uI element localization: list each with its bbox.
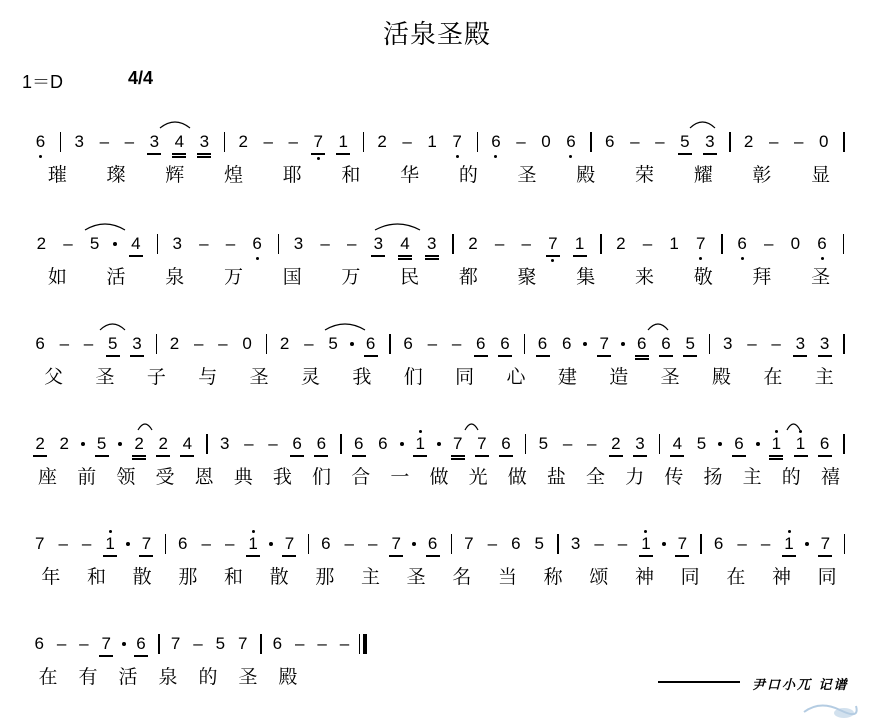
note: 7 [170, 634, 181, 653]
lyric-char: 神 [771, 566, 791, 588]
lyric-char: 同 [680, 566, 700, 588]
lyric-char: 聚 [517, 266, 537, 288]
note: 6 [500, 334, 510, 353]
note: – [594, 534, 604, 553]
lyric-char: 名 [452, 566, 472, 588]
lyric-char: 辉 [165, 164, 185, 186]
note: 1 [248, 534, 258, 553]
note: 0 [242, 334, 252, 353]
note: 3 [819, 334, 830, 353]
note: 1 [574, 234, 585, 253]
note: 7 [141, 534, 152, 553]
lyric-char: 集 [576, 266, 596, 288]
lyric-char: 那 [178, 566, 198, 588]
note: – [427, 334, 438, 353]
note: 7 [284, 534, 295, 553]
note: 6 [511, 534, 521, 553]
lyric-char: 与 [198, 366, 218, 388]
note: 4 [672, 434, 683, 453]
time-signature: 4/4 [128, 68, 154, 88]
note: 4 [131, 234, 141, 253]
note: – [199, 234, 209, 253]
lyric-char: 圣 [811, 266, 831, 288]
note: 6 [178, 534, 188, 553]
lyric-char: 传 [664, 466, 684, 488]
lyric-char: 典 [233, 466, 253, 488]
lyric-char: 殿 [576, 164, 596, 186]
song-title: 活泉圣殿 [382, 20, 491, 50]
note: – [59, 334, 70, 353]
lyric-char: 在 [726, 566, 746, 588]
note: 2 [468, 234, 478, 253]
note: 3 [220, 434, 230, 453]
lyric-char: 造 [609, 366, 629, 388]
note: – [494, 234, 505, 253]
lyric-char: 合 [351, 466, 371, 488]
note: 7 [391, 534, 401, 553]
lyric-char: 国 [282, 266, 302, 288]
lyric-char: 泉 [158, 666, 178, 688]
note: – [368, 534, 378, 553]
note: – [562, 434, 573, 453]
note: – [288, 132, 298, 151]
note: – [521, 234, 531, 253]
note: 6 [378, 434, 388, 453]
note: 1 [784, 534, 794, 553]
note: 7 [599, 334, 609, 353]
note: – [63, 234, 73, 253]
note: – [193, 334, 204, 353]
watermark-logo-icon [800, 696, 858, 720]
note: – [81, 534, 92, 553]
note: 6 [316, 434, 327, 453]
lyric-char: 受 [155, 466, 175, 488]
note: 2 [169, 334, 180, 353]
note: 6 [737, 234, 747, 253]
note: 3 [149, 132, 160, 151]
note: 7 [477, 434, 487, 453]
note: 7 [452, 132, 462, 151]
note: 7 [101, 634, 112, 653]
lyric-char: 一 [390, 466, 410, 488]
note: 6 [403, 334, 413, 353]
lyric-char: 都 [458, 266, 478, 288]
note: 5 [328, 334, 338, 353]
note: 6 [252, 234, 262, 253]
note: 6 [136, 634, 146, 653]
note: 1 [641, 534, 651, 553]
note: 5 [538, 434, 549, 453]
lyric-char: 显 [811, 164, 831, 186]
note: 5 [108, 334, 118, 353]
note: 6 [427, 534, 438, 553]
note: – [737, 534, 747, 553]
note: 6 [353, 434, 364, 453]
lyric-char: 同 [817, 566, 837, 588]
lyric-char: 活 [118, 666, 138, 688]
note: – [655, 132, 665, 151]
note: – [451, 334, 462, 353]
note: 7 [313, 132, 323, 151]
lyric-char: 泉 [165, 266, 185, 288]
note: 3 [426, 234, 437, 253]
note: 7 [820, 534, 831, 553]
note: 1 [415, 434, 426, 453]
note: – [193, 634, 203, 653]
note: – [771, 334, 781, 353]
lyric-char: 圣 [95, 366, 115, 388]
note: 5 [696, 434, 707, 453]
slur [160, 122, 190, 128]
note: – [263, 132, 273, 151]
note: 6 [365, 334, 376, 353]
note: 2 [59, 434, 69, 453]
note: 7 [452, 434, 463, 453]
lyric-char: 华 [400, 164, 420, 186]
slur [100, 324, 125, 330]
note: – [793, 132, 804, 151]
lyric-char: 荣 [634, 164, 654, 186]
lyric-char: 散 [269, 566, 289, 588]
lyric-char: 有 [78, 666, 98, 688]
note: – [225, 234, 236, 253]
note: 5 [685, 334, 695, 353]
lyric-char: 万 [341, 266, 361, 288]
note: 6 [272, 634, 283, 653]
lyric-char: 在 [763, 366, 783, 388]
lyric-char: 的 [781, 466, 801, 488]
note: 7 [464, 534, 474, 553]
lyric-char: 我 [272, 466, 292, 488]
note: – [339, 634, 350, 653]
note: 1 [669, 234, 679, 253]
lyric-char: 和 [223, 566, 243, 588]
note: – [56, 634, 67, 653]
lyric-char: 民 [400, 266, 420, 288]
note: 2 [35, 434, 45, 453]
note: – [83, 334, 94, 353]
lyric-char: 万 [223, 266, 243, 288]
note: 2 [611, 434, 621, 453]
note: – [244, 434, 254, 453]
slur [375, 224, 420, 230]
note: – [402, 132, 412, 151]
note: 7 [696, 234, 706, 253]
note: – [630, 132, 640, 151]
note: – [317, 634, 327, 653]
lyric-char: 圣 [660, 366, 680, 388]
note: – [760, 534, 771, 553]
lyric-char: 璨 [106, 164, 126, 186]
lyric-char: 年 [41, 566, 61, 588]
lyric-char: 如 [47, 266, 67, 288]
lyric-char: 拜 [752, 266, 772, 288]
lyric-char: 禧 [820, 466, 840, 488]
note: – [218, 334, 228, 353]
lyric-char: 耀 [693, 164, 713, 186]
note: – [586, 434, 597, 453]
note: – [487, 534, 498, 553]
note: – [617, 534, 628, 553]
lyric-char: 煌 [223, 164, 243, 186]
note: 6 [566, 132, 576, 151]
note: – [642, 234, 653, 253]
note: 6 [734, 434, 744, 453]
lyric-char: 我 [352, 366, 372, 388]
credit-rule [658, 681, 740, 683]
lyric-char: 领 [116, 466, 136, 488]
note: – [320, 234, 330, 253]
slur [690, 122, 715, 128]
lyric-char: 主 [742, 466, 762, 488]
note: 1 [105, 534, 115, 553]
lyric-char: 父 [44, 366, 64, 388]
note: 3 [293, 234, 304, 253]
note: 6 [34, 634, 44, 653]
note: – [516, 132, 526, 151]
note: – [747, 334, 757, 353]
note: 0 [818, 132, 829, 151]
lyric-char: 做 [429, 466, 449, 488]
slur [648, 324, 668, 330]
lyric-char: 圣 [517, 164, 537, 186]
note: 1 [771, 434, 782, 453]
lyric-char: 和 [86, 566, 106, 588]
lyric-char: 耶 [282, 164, 302, 186]
lyric-char: 来 [634, 266, 654, 288]
lyric-char: 殿 [278, 666, 298, 688]
note: 6 [537, 334, 548, 353]
note: 2 [158, 434, 168, 453]
lyric-char: 子 [146, 366, 166, 388]
note: – [268, 434, 278, 453]
note: 7 [34, 534, 45, 553]
lyric-char: 的 [458, 164, 478, 186]
lyric-char: 和 [341, 164, 361, 186]
slur [787, 424, 800, 430]
note: 0 [790, 234, 801, 253]
note: – [763, 234, 774, 253]
note: 1 [427, 132, 437, 151]
lyric-char: 活 [106, 266, 126, 288]
lyric-char: 当 [497, 566, 517, 588]
lyric-char: 彰 [752, 164, 772, 186]
key-signature: 1＝D [22, 72, 64, 92]
note: 0 [541, 132, 551, 151]
note: 2 [238, 132, 248, 151]
note: 3 [722, 334, 733, 353]
note: 6 [819, 434, 830, 453]
lyric-char: 在 [38, 666, 58, 688]
note: – [304, 334, 314, 353]
lyric-char: 建 [557, 366, 577, 388]
note: 5 [534, 534, 544, 553]
note: 6 [501, 434, 511, 453]
lyric-char: 灵 [301, 366, 321, 388]
note: 3 [132, 334, 142, 353]
note: 6 [321, 534, 331, 553]
note: – [99, 132, 110, 151]
note: – [295, 634, 305, 653]
note: 5 [680, 132, 690, 151]
note: 3 [199, 132, 210, 151]
slur [85, 224, 125, 230]
lyric-char: 盐 [546, 466, 566, 488]
lyric-char: 神 [634, 566, 654, 588]
lyric-char: 座 [38, 466, 58, 488]
lyric-char: 殿 [712, 366, 732, 388]
note: 4 [182, 434, 193, 453]
lyric-char: 们 [312, 466, 332, 488]
note: 1 [338, 132, 349, 151]
note: 2 [279, 334, 290, 353]
note: 6 [476, 334, 486, 353]
lyric-char: 圣 [249, 366, 269, 388]
lyric-char: 扬 [703, 466, 723, 488]
lyric-char: 那 [315, 566, 335, 588]
note: 2 [616, 234, 626, 253]
lyric-char: 称 [543, 566, 563, 588]
note: 2 [36, 234, 47, 253]
slur [325, 324, 365, 330]
note: 3 [795, 334, 806, 353]
lyric-char: 心 [506, 366, 526, 388]
note: 3 [373, 234, 384, 253]
lyric-char: 力 [625, 466, 645, 488]
note: – [347, 234, 357, 253]
note: – [344, 534, 355, 553]
note: 6 [661, 334, 671, 353]
lyric-char: 恩 [194, 466, 214, 488]
note: 4 [400, 234, 410, 253]
note: 6 [713, 534, 724, 553]
lyric-char: 同 [455, 366, 475, 388]
lyric-char: 的 [198, 666, 218, 688]
lyric-char: 全 [586, 466, 606, 488]
note: – [79, 634, 89, 653]
note: 4 [174, 132, 185, 151]
slur [138, 424, 152, 430]
note: 3 [74, 132, 85, 151]
note: 5 [96, 434, 107, 453]
lyric-char: 主 [360, 566, 380, 588]
note: 2 [743, 132, 754, 151]
note: 7 [548, 234, 558, 253]
note: 5 [89, 234, 100, 253]
transcriber-credit: 尹口小兀 记谱 [752, 678, 849, 693]
lyric-char: 们 [403, 366, 423, 388]
note: – [201, 534, 211, 553]
note: – [58, 534, 68, 553]
note: 3 [705, 132, 715, 151]
note: 2 [377, 132, 387, 151]
note: – [768, 132, 779, 151]
note: 6 [561, 334, 572, 353]
lyric-char: 做 [507, 466, 527, 488]
lyric-char: 圣 [406, 566, 426, 588]
note: 6 [35, 132, 46, 151]
lyric-char: 璀 [47, 164, 67, 186]
note: 6 [35, 334, 45, 353]
lyric-char: 颂 [589, 566, 609, 588]
note: 3 [172, 234, 182, 253]
note: 7 [238, 634, 248, 653]
note: – [124, 132, 135, 151]
note: 6 [292, 434, 302, 453]
note: 3 [570, 534, 581, 553]
note: 6 [817, 234, 827, 253]
slur [465, 424, 478, 430]
note: 1 [795, 434, 806, 453]
note: 6 [637, 334, 647, 353]
lyric-char: 散 [132, 566, 152, 588]
note: 5 [215, 634, 226, 653]
note: 3 [635, 434, 645, 453]
note: 6 [605, 132, 615, 151]
note: 2 [134, 434, 144, 453]
lyric-char: 敬 [693, 266, 713, 288]
lyric-char: 前 [77, 466, 97, 488]
note: 6 [491, 132, 501, 151]
lyric-char: 圣 [238, 666, 258, 688]
note: – [224, 534, 235, 553]
note: 7 [677, 534, 688, 553]
lyric-char: 光 [468, 466, 488, 488]
lyric-char: 主 [814, 366, 834, 388]
